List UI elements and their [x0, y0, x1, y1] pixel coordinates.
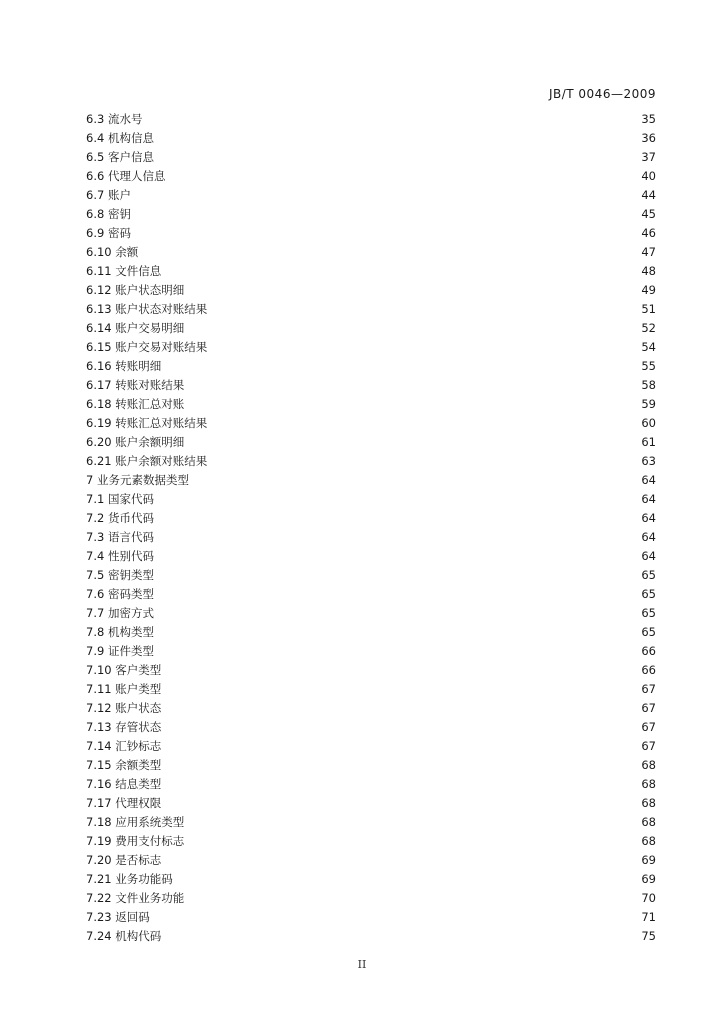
- toc-entry-title: 7.6 密码类型: [86, 587, 154, 601]
- toc-entry-title: 7.18 应用系统类型: [86, 815, 185, 829]
- toc-entry[interactable]: [86, 623, 656, 642]
- toc-entry-title: 7.17 代理权限: [86, 796, 162, 810]
- dot-leader: [160, 642, 632, 661]
- toc-entry[interactable]: [86, 300, 656, 319]
- toc-entry-title: 7.21 业务功能码: [86, 872, 173, 886]
- toc-entry-title: 6.5 客户信息: [86, 150, 154, 164]
- toc-entry-page: 48: [641, 264, 656, 278]
- toc-entry-title: 7.23 返回码: [86, 910, 150, 924]
- toc-entry-title: 6.20 账户余额明细: [86, 435, 185, 449]
- dot-leader: [167, 357, 632, 376]
- toc-entry-title: 6.18 转账汇总对账: [86, 397, 185, 411]
- toc-entry[interactable]: [86, 148, 656, 167]
- dot-leader: [144, 243, 632, 262]
- toc-entry-title: 6.11 文件信息: [86, 264, 162, 278]
- dot-leader: [190, 376, 632, 395]
- toc-entry-page: 67: [641, 739, 656, 753]
- dot-leader: [137, 186, 632, 205]
- toc-entry-page: 64: [641, 530, 656, 544]
- toc-entry-title: 6.8 密钥: [86, 207, 131, 221]
- toc-entry-page: 64: [641, 511, 656, 525]
- toc-entry[interactable]: [86, 471, 656, 490]
- toc-entry[interactable]: [86, 756, 656, 775]
- toc-entry-page: 71: [641, 910, 656, 924]
- toc-entry-page: 65: [641, 606, 656, 620]
- toc-entry-page: 64: [641, 492, 656, 506]
- toc-entry-title: 7.20 是否标志: [86, 853, 162, 867]
- dot-leader: [160, 528, 632, 547]
- toc-entry-page: 45: [641, 207, 656, 221]
- toc-entry-title: 7.12 账户状态: [86, 701, 162, 715]
- dot-leader: [160, 509, 632, 528]
- toc-entry[interactable]: [86, 376, 656, 395]
- dot-leader: [195, 471, 632, 490]
- toc-entry-title: 6.6 代理人信息: [86, 169, 166, 183]
- toc-entry[interactable]: [86, 110, 656, 129]
- toc-entry-title: 6.4 机构信息: [86, 131, 154, 145]
- toc-entry-page: 75: [641, 929, 656, 943]
- toc-entry-page: 68: [641, 796, 656, 810]
- toc-entry-page: 47: [641, 245, 656, 259]
- dot-leader: [167, 737, 632, 756]
- dot-leader: [137, 205, 632, 224]
- toc-entry-page: 36: [641, 131, 656, 145]
- toc-entry-title: 7.16 结息类型: [86, 777, 162, 791]
- toc-entry[interactable]: [86, 699, 656, 718]
- toc-entry[interactable]: [86, 585, 656, 604]
- toc-entry-title: 6.3 流水号: [86, 112, 143, 126]
- dot-leader: [167, 262, 632, 281]
- toc-entry-page: 60: [641, 416, 656, 430]
- dot-leader: [156, 908, 632, 927]
- toc-entry[interactable]: [86, 718, 656, 737]
- dot-leader: [160, 623, 632, 642]
- toc-entry[interactable]: [86, 908, 656, 927]
- toc-entry-title: 7.11 账户类型: [86, 682, 162, 696]
- document-code: JB/T 0046—2009: [548, 87, 656, 101]
- toc-entry[interactable]: [86, 680, 656, 699]
- toc-entry[interactable]: [86, 452, 656, 471]
- dot-leader: [160, 490, 632, 509]
- toc-entry-page: 65: [641, 568, 656, 582]
- page-number: II: [357, 958, 367, 971]
- toc-entry[interactable]: [86, 167, 656, 186]
- toc-entry[interactable]: [86, 661, 656, 680]
- toc-entry-page: 67: [641, 720, 656, 734]
- toc-entry-title: 7.13 存管状态: [86, 720, 162, 734]
- dot-leader: [160, 148, 632, 167]
- toc-entry[interactable]: [86, 794, 656, 813]
- toc-entry-page: 70: [641, 891, 656, 905]
- toc-entry-title: 6.14 账户交易明细: [86, 321, 185, 335]
- toc-entry-page: 46: [641, 226, 656, 240]
- toc-entry-title: 7.1 国家代码: [86, 492, 154, 506]
- dot-leader: [167, 699, 632, 718]
- toc-entry-page: 58: [641, 378, 656, 392]
- toc-entry-title: 6.9 密码: [86, 226, 131, 240]
- dot-leader: [148, 110, 632, 129]
- dot-leader: [190, 433, 632, 452]
- dot-leader: [190, 319, 632, 338]
- toc-entry-page: 61: [641, 435, 656, 449]
- toc-entry[interactable]: [86, 186, 656, 205]
- toc-entry-title: 6.21 账户余额对账结果: [86, 454, 208, 468]
- dot-leader: [167, 851, 632, 870]
- dot-leader: [160, 585, 632, 604]
- toc-entry-title: 6.16 转账明细: [86, 359, 162, 373]
- toc-entry[interactable]: [86, 509, 656, 528]
- toc-entry[interactable]: [86, 281, 656, 300]
- dot-leader: [190, 281, 632, 300]
- dot-leader: [167, 775, 632, 794]
- toc-entry-title: 7.24 机构代码: [86, 929, 162, 943]
- toc-entry-page: 37: [641, 150, 656, 164]
- toc-entry-page: 67: [641, 682, 656, 696]
- toc-entry-title: 6.12 账户状态明细: [86, 283, 185, 297]
- toc-entry[interactable]: [86, 319, 656, 338]
- toc-entry-title: 7.22 文件业务功能: [86, 891, 185, 905]
- toc-entry-title: 7.19 费用支付标志: [86, 834, 185, 848]
- toc-entry-page: 64: [641, 549, 656, 563]
- dot-leader: [160, 566, 632, 585]
- toc-entry-title: 7.14 汇钞标志: [86, 739, 162, 753]
- toc-entry-page: 69: [641, 853, 656, 867]
- toc-entry-page: 68: [641, 758, 656, 772]
- toc-entry-page: 54: [641, 340, 656, 354]
- toc-entry-title: 6.19 转账汇总对账结果: [86, 416, 208, 430]
- toc-entry[interactable]: [86, 604, 656, 623]
- toc-entry[interactable]: [86, 927, 656, 946]
- toc-entry-title: 7 业务元素数据类型: [86, 473, 189, 487]
- toc-entry-title: 7.4 性别代码: [86, 549, 154, 563]
- toc-entry[interactable]: [86, 547, 656, 566]
- dot-leader: [213, 452, 632, 471]
- dot-leader: [213, 414, 632, 433]
- toc-entry-title: 6.15 账户交易对账结果: [86, 340, 208, 354]
- toc-entry-page: 65: [641, 587, 656, 601]
- toc-entry[interactable]: [86, 642, 656, 661]
- toc-entry-title: 7.9 证件类型: [86, 644, 154, 658]
- toc-entry-title: 7.8 机构类型: [86, 625, 154, 639]
- toc-entry-page: 68: [641, 815, 656, 829]
- toc-entry-title: 7.3 语言代码: [86, 530, 154, 544]
- toc-entry-title: 7.2 货币代码: [86, 511, 154, 525]
- toc-entry[interactable]: [86, 224, 656, 243]
- toc-entry-page: 59: [641, 397, 656, 411]
- dot-leader: [160, 547, 632, 566]
- dot-leader: [190, 832, 632, 851]
- toc-entry[interactable]: [86, 832, 656, 851]
- toc-entry[interactable]: [86, 813, 656, 832]
- dot-leader: [167, 756, 632, 775]
- toc-entry[interactable]: [86, 433, 656, 452]
- toc-entry-page: 64: [641, 473, 656, 487]
- toc-entry-page: 55: [641, 359, 656, 373]
- dot-leader: [171, 167, 632, 186]
- toc-entry-title: 7.7 加密方式: [86, 606, 154, 620]
- toc-entry[interactable]: [86, 870, 656, 889]
- toc-entry-title: 6.7 账户: [86, 188, 131, 202]
- dot-leader: [167, 661, 632, 680]
- dot-leader: [167, 927, 632, 946]
- dot-leader: [190, 395, 632, 414]
- toc-entry[interactable]: [86, 243, 656, 262]
- toc-entry-page: 63: [641, 454, 656, 468]
- dot-leader: [160, 604, 632, 623]
- toc-entry-page: 66: [641, 663, 656, 677]
- toc-entry[interactable]: [86, 395, 656, 414]
- toc-entry-title: 7.15 余额类型: [86, 758, 162, 772]
- dot-leader: [137, 224, 632, 243]
- table-of-contents: [86, 110, 656, 946]
- dot-leader: [179, 870, 632, 889]
- toc-entry[interactable]: [86, 205, 656, 224]
- toc-entry[interactable]: [86, 737, 656, 756]
- toc-entry[interactable]: [86, 414, 656, 433]
- toc-entry-title: 6.17 转账对账结果: [86, 378, 185, 392]
- toc-entry-page: 66: [641, 644, 656, 658]
- dot-leader: [167, 680, 632, 699]
- toc-entry-title: 6.13 账户状态对账结果: [86, 302, 208, 316]
- toc-entry-page: 40: [641, 169, 656, 183]
- toc-entry[interactable]: [86, 775, 656, 794]
- dot-leader: [190, 813, 632, 832]
- dot-leader: [190, 889, 632, 908]
- toc-entry-page: 68: [641, 834, 656, 848]
- toc-entry-page: 51: [641, 302, 656, 316]
- toc-entry[interactable]: [86, 262, 656, 281]
- toc-entry[interactable]: [86, 889, 656, 908]
- dot-leader: [167, 718, 632, 737]
- toc-entry-page: 52: [641, 321, 656, 335]
- toc-entry[interactable]: [86, 528, 656, 547]
- toc-entry[interactable]: [86, 338, 656, 357]
- toc-entry-page: 49: [641, 283, 656, 297]
- toc-entry-page: 69: [641, 872, 656, 886]
- dot-leader: [160, 129, 632, 148]
- dot-leader: [213, 300, 632, 319]
- toc-entry[interactable]: [86, 566, 656, 585]
- dot-leader: [213, 338, 632, 357]
- toc-entry-page: 68: [641, 777, 656, 791]
- toc-entry-title: 7.10 客户类型: [86, 663, 162, 677]
- toc-entry-title: 6.10 余额: [86, 245, 139, 259]
- toc-entry[interactable]: [86, 490, 656, 509]
- dot-leader: [167, 794, 632, 813]
- toc-entry-title: 7.5 密钥类型: [86, 568, 154, 582]
- toc-entry[interactable]: [86, 851, 656, 870]
- toc-entry-page: 65: [641, 625, 656, 639]
- toc-entry[interactable]: [86, 357, 656, 376]
- toc-entry-page: 35: [641, 112, 656, 126]
- toc-entry-page: 44: [641, 188, 656, 202]
- toc-entry[interactable]: [86, 129, 656, 148]
- toc-entry-page: 67: [641, 701, 656, 715]
